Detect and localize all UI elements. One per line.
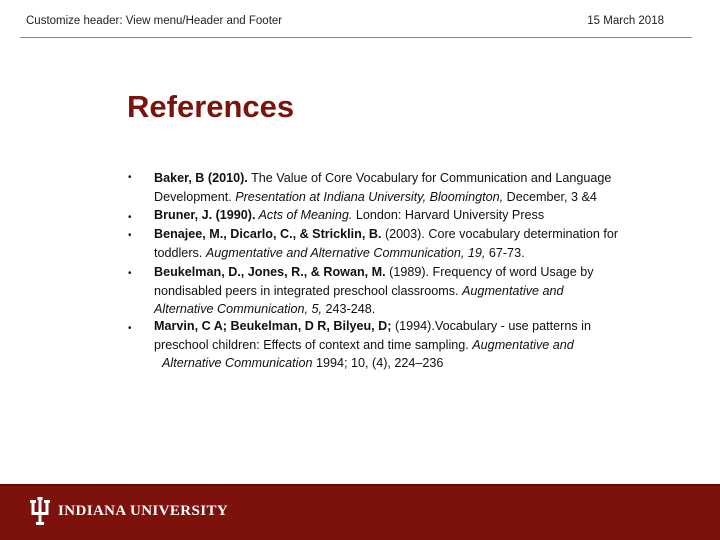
slide-title: References [127,89,295,124]
reference-text: December, 3 &4 [503,189,597,204]
university-logo-text: INDIANA UNIVERSITY [58,503,229,519]
reference-source: Acts of Meaning. [255,208,353,222]
reference-source: Alternative Communication, 5, [154,302,322,317]
header-text: Customize header: View menu/Header and Footer [26,15,283,27]
bullet: • [128,212,132,223]
reference-text: 67-73. [485,245,525,260]
bullet: • [128,268,132,279]
reference-item [154,225,674,262]
reference-author: Benajee, M., Dicarlo, C., & Stricklin, B. [154,227,382,241]
reference-item [154,317,674,373]
reference-text: London: Harvard University Press [352,208,545,222]
header-date: 15 March 2018 [587,15,664,27]
reference-source: Presentation at Indiana University, Bloomington, [235,189,504,204]
reference-source: Augmentative and [462,283,564,298]
reference-text: (2003). Core vocabulary determination for [381,227,619,241]
iu-trident-icon [30,497,50,530]
reference-text: (1994).Vocabulary - use patterns in [391,319,591,333]
reference-author: Beukelman, D., Jones, R., & Rowan, M. [154,265,386,279]
reference-text: (1989). Frequency of word Usage by [385,265,594,279]
reference-text: The Value of Core Vocabulary for Communication and Language [247,171,612,185]
reference-text: preschool children: Effects of context and time sampling. [154,337,473,352]
bullet: • [128,172,132,183]
reference-author: Baker, B (2010). [154,171,248,185]
reference-text: 243-248. [322,302,376,317]
bullet: • [128,230,132,241]
reference-text: Development. [154,189,236,204]
reference-item [154,263,674,319]
reference-source: Augmentative and Alternative Communication, 19, [205,245,486,260]
reference-item [154,169,674,206]
reference-author: Marvin, C A; Beukelman, D R, Bilyeu, D; [154,319,392,333]
reference-text: toddlers. [154,245,206,260]
reference-author: Bruner, J. (1990). [154,208,256,222]
reference-item [154,206,674,225]
reference-text: nondisabled peers in integrated preschool classrooms. [154,283,463,298]
reference-source: Augmentative and [472,337,574,352]
bullet: • [128,323,132,334]
reference-source: Alternative Communication [162,356,313,371]
reference-text: 1994; 10, (4), 224–236 [312,356,444,371]
